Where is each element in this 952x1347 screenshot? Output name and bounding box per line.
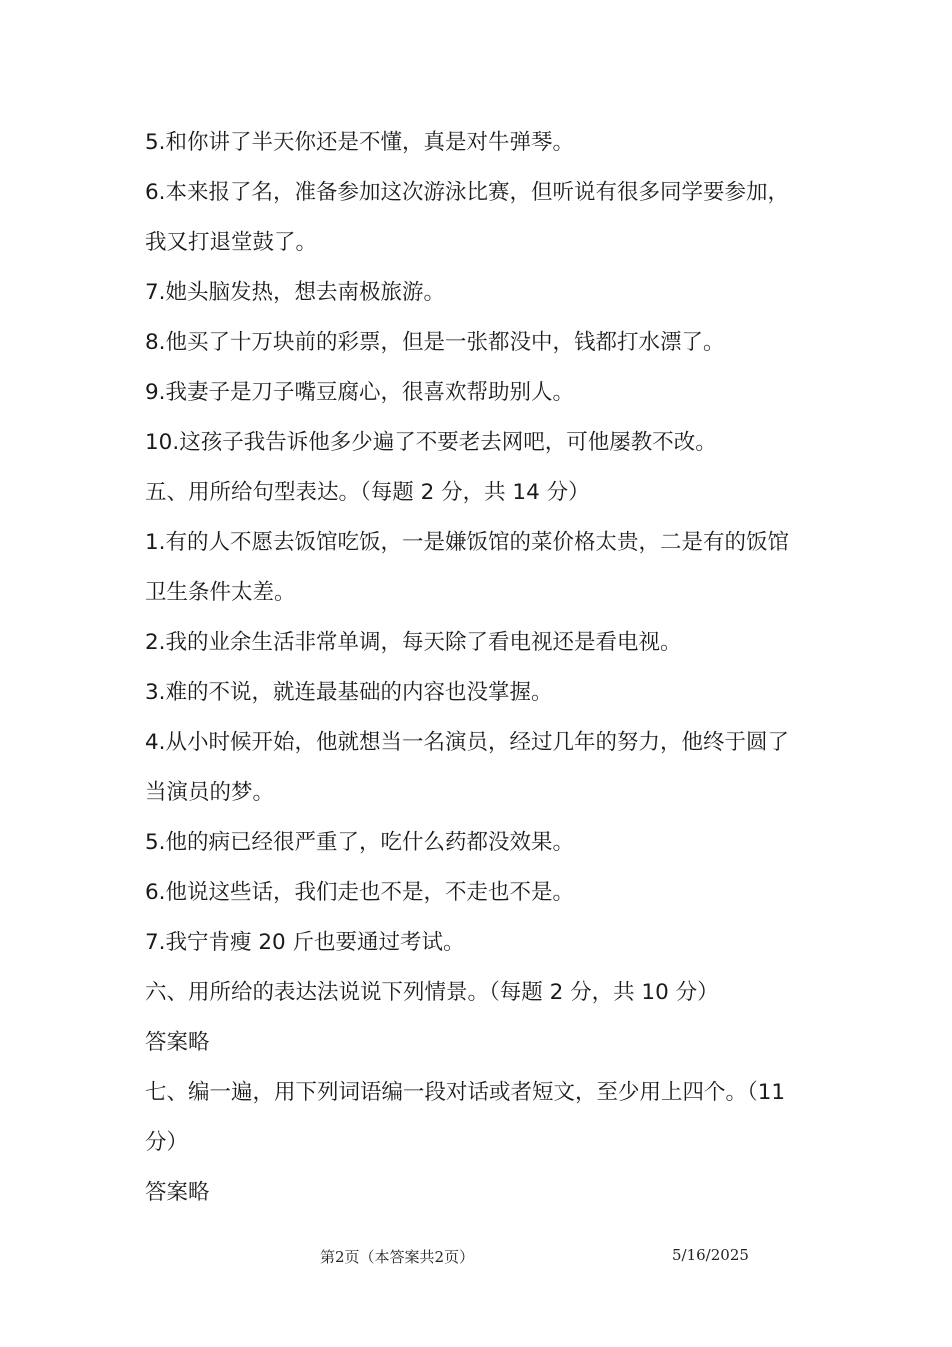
footer-date: 5/16/2025 [672,1246,749,1264]
text-line: 7.她头脑发热，想去南极旅游。 [145,280,446,305]
section-heading-continued: 分） [145,1130,189,1155]
text-line: 我又打退堂鼓了。 [145,230,318,255]
section-heading: 五、用所给句型表达。（每题 2 分，共 14 分） [145,480,590,505]
text-line: 9.我妻子是刀子嘴豆腐心，很喜欢帮助别人。 [145,380,575,405]
text-line: 1.有的人不愿去饭馆吃饭，一是嫌饭馆的菜价格太贵，二是有的饭馆 [145,530,790,555]
text-line: 8.他买了十万块前的彩票，但是一张都没中，钱都打水漂了。 [145,330,725,355]
text-line: 7.我宁肯瘦 20 斤也要通过考试。 [145,930,465,955]
text-line: 5.和你讲了半天你还是不懂，真是对牛弹琴。 [145,130,575,155]
text-line: 5.他的病已经很严重了，吃什么药都没效果。 [145,830,575,855]
page-number: 第2页（本答案共2页） [320,1248,475,1266]
answer-omitted: 答案略 [145,1030,210,1055]
text-line: 6.他说这些话，我们走也不是，不走也不是。 [145,880,575,905]
document-body [145,118,825,1218]
section-heading: 六、用所给的表达法说说下列情景。（每题 2 分，共 10 分） [145,980,719,1005]
text-line: 当演员的梦。 [145,780,275,805]
text-line: 10.这孩子我告诉他多少遍了不要老去网吧，可他屡教不改。 [145,430,717,455]
text-line: 卫生条件太差。 [145,580,296,605]
text-line: 3.难的不说，就连最基础的内容也没掌握。 [145,680,553,705]
text-line: 2.我的业余生活非常单调，每天除了看电视还是看电视。 [145,630,682,655]
text-line: 6.本来报了名，准备参加这次游泳比赛，但听说有很多同学要参加， [145,180,790,205]
answer-omitted: 答案略 [145,1180,210,1205]
section-heading: 七、编一遍，用下列词语编一段对话或者短文，至少用上四个。（11 [145,1080,786,1105]
text-line: 4.从小时候开始，他就想当一名演员，经过几年的努力，他终于圆了 [145,730,790,755]
